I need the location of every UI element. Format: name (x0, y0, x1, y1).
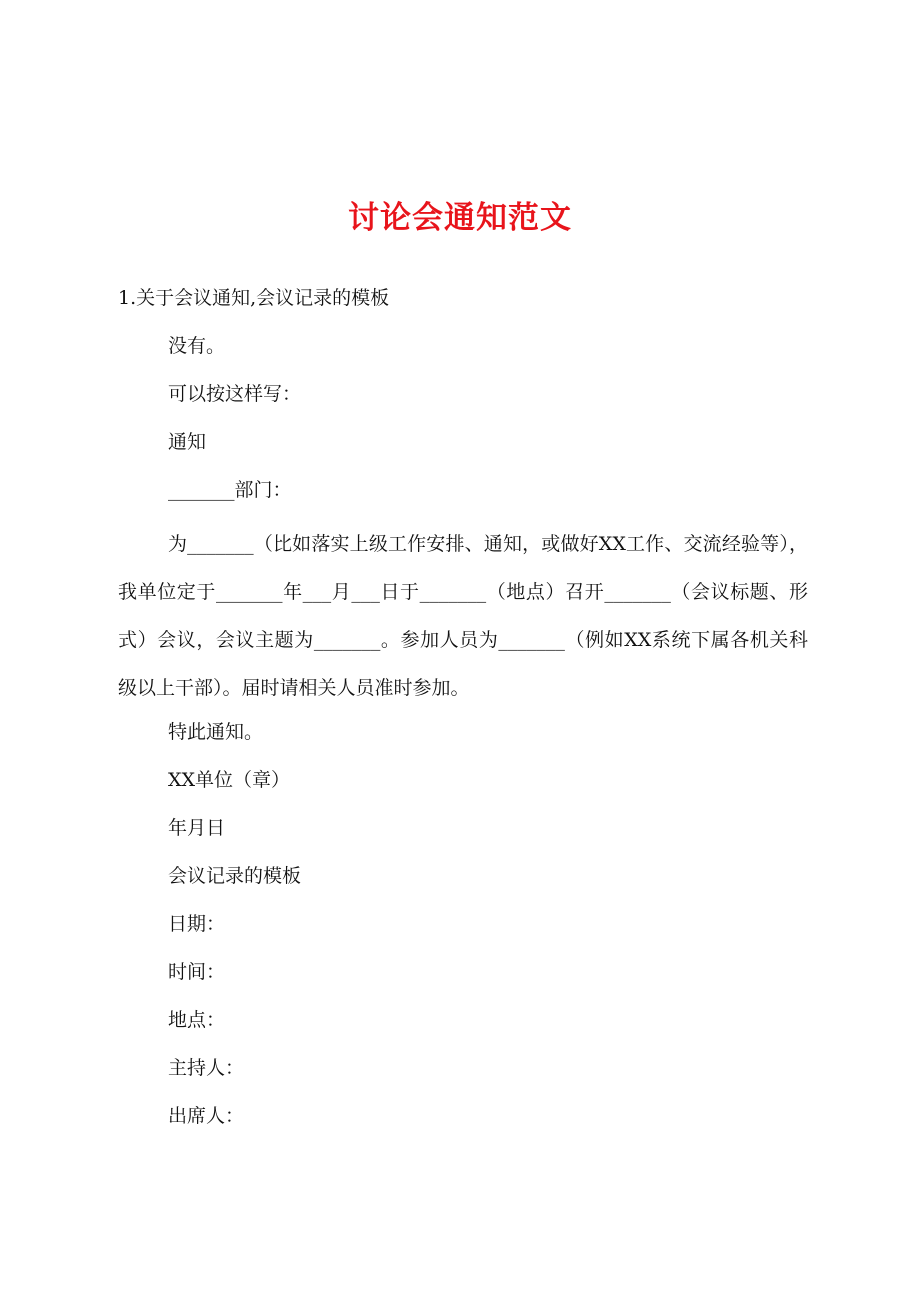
document-content (118, 280, 808, 1146)
closing-line: 特此通知。 (168, 721, 264, 743)
minutes-template-heading: 会议记录的模板 (168, 865, 302, 887)
minutes-time-field: 时间： (168, 961, 226, 983)
minutes-attendees-field: 出席人： (168, 1105, 245, 1127)
organization-seal-line: XX单位（章） (168, 769, 291, 791)
minutes-location-field: 地点： (168, 1009, 226, 1031)
document-title: 讨论会通知范文 (348, 200, 572, 236)
minutes-host-field: 主持人： (168, 1057, 245, 1079)
minutes-date-field: 日期： (168, 913, 226, 935)
date-line: 年月日 (168, 817, 226, 839)
text-line: 没有。 (168, 335, 226, 357)
text-line: 可以按这样写： (168, 383, 302, 405)
notice-body-paragraph: 为_______（比如落实上级工作安排、通知，或做好XX工作、交流经验等），我单位定于_______年___月___日于_______（地点）召开_______（会议标题、形式）会议，会议主题为_______。参加人员为_______（例如XX系统下属各机关科级以上干部）。届时请相关人员准时参加。 (118, 533, 808, 699)
section-heading: 1.关于会议通知,会议记录的模板 (118, 287, 390, 309)
notice-label: 通知 (168, 431, 207, 453)
department-line: _______部门： (168, 479, 292, 501)
